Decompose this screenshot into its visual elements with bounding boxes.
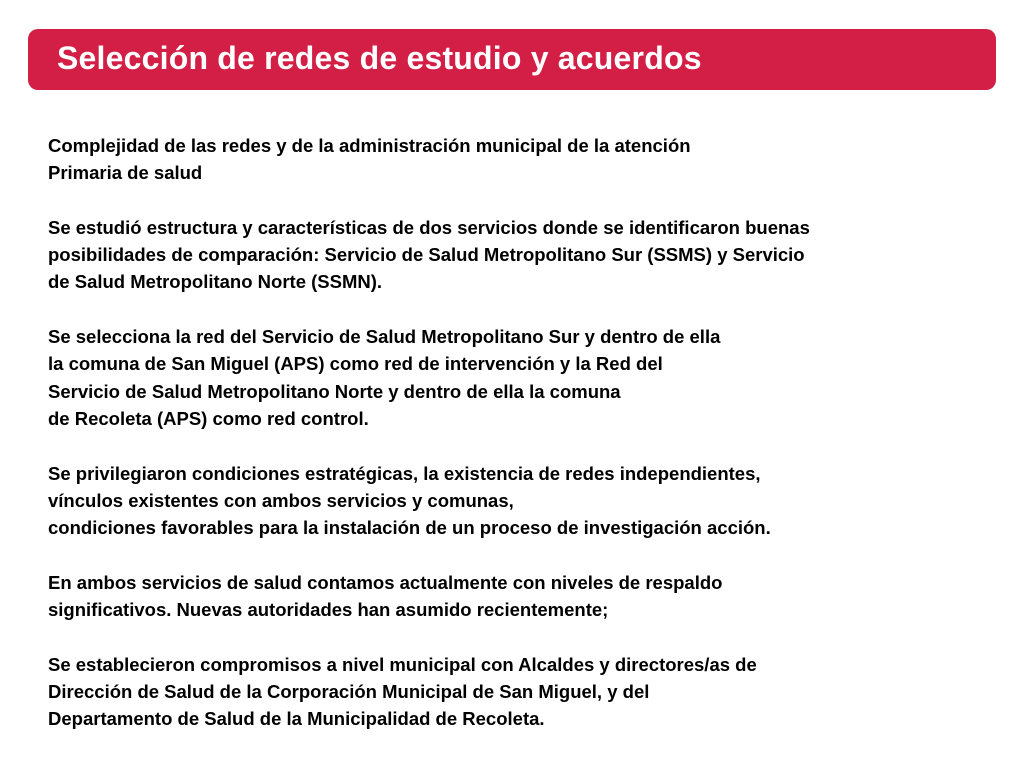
body-line: En ambos servicios de salud contamos actualmente con niveles de respaldo: [48, 571, 723, 593]
body-line: Dirección de Salud de la Corporación Municipal de San Miguel, y del: [48, 680, 650, 702]
body-line: significativos. Nuevas autoridades han asumido recientemente;: [48, 599, 609, 621]
body-line: Se estudió estructura y características de dos servicios donde se identificaron buenas: [48, 216, 810, 238]
slide-title-bar: [28, 29, 996, 90]
body-line: Primaria de salud: [48, 162, 203, 184]
body-line: la comuna de San Miguel (APS) como red de intervención y la Red del: [48, 353, 663, 375]
paragraph-compromisos: [48, 651, 1008, 733]
body-line: de Recoleta (APS) como red control.: [48, 407, 369, 429]
body-line: Se establecieron compromisos a nivel municipal con Alcaldes y directores/as de: [48, 653, 757, 675]
body-line: Complejidad de las redes y de la administración municipal de la atención: [48, 135, 691, 156]
body-line: vínculos existentes con ambos servicios y comunas,: [48, 489, 514, 511]
paragraph-condiciones: [48, 460, 1008, 542]
body-line: Departamento de Salud de la Municipalidad de Recoleta.: [48, 708, 545, 730]
slide-body: [48, 132, 1008, 733]
slide-title: Selección de redes de estudio y acuerdos: [57, 40, 702, 76]
paragraph-respaldo: [48, 569, 1008, 624]
body-line: Se selecciona la red del Servicio de Salud Metropolitano Sur y dentro de ella: [48, 326, 721, 348]
paragraph-estudio: [48, 214, 1008, 296]
body-line: Servicio de Salud Metropolitano Norte y dentro de ella la comuna: [48, 380, 621, 402]
paragraph-complejidad: [48, 132, 1008, 187]
body-line: posibilidades de comparación: Servicio de Salud Metropolitano Sur (SSMS) y Servicio: [48, 244, 805, 266]
body-line: Se privilegiaron condiciones estratégicas, la existencia de redes independientes,: [48, 462, 761, 484]
body-line: de Salud Metropolitano Norte (SSMN).: [48, 271, 383, 293]
paragraph-seleccion: [48, 323, 1008, 432]
body-line: condiciones favorables para la instalación de un proceso de investigación acción.: [48, 517, 771, 539]
